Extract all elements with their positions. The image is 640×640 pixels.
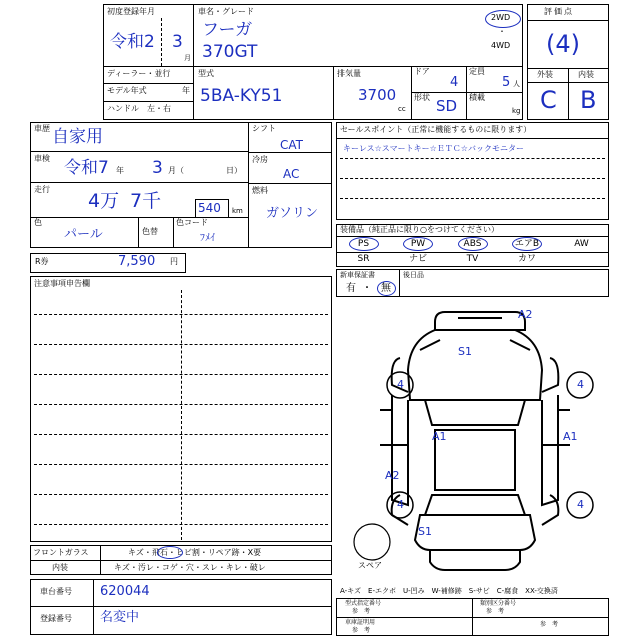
capacity-unit: 人: [513, 80, 520, 88]
mileage-label: 走行: [34, 185, 50, 194]
reg-era: 令和2: [110, 32, 155, 52]
reference-1: 参 考: [352, 608, 371, 615]
capacity-label: 定員: [469, 67, 485, 76]
equipment-circle: [458, 237, 488, 251]
usage-label: 車歴: [34, 124, 50, 133]
front-glass-items: キズ・飛石・ヒビ割・リペア跡・X要: [128, 548, 262, 557]
warranty-label: 新車保証書: [340, 271, 375, 279]
equipment-item: PW: [410, 239, 426, 249]
book-label: 後日品: [403, 271, 424, 279]
ac-value: AC: [283, 167, 300, 181]
equipment-label: 装備品（純正品に限り○をつけてください）: [340, 225, 499, 234]
equipment-item: TV: [466, 254, 479, 264]
damage-mark: 4: [397, 498, 404, 511]
interior-label: 内装: [578, 70, 594, 79]
flying-stone-circle: [157, 546, 183, 559]
reference-3: 参 考: [352, 627, 371, 634]
roof: [435, 430, 515, 490]
warranty-dot: ・: [362, 283, 372, 294]
recycle-yen: 円: [170, 257, 178, 266]
color-label: 色: [34, 218, 42, 227]
damage-mark: 4: [577, 498, 584, 511]
damage-mark: A1: [563, 430, 578, 443]
interior-grade: B: [580, 86, 597, 114]
displacement-label: 排気量: [337, 69, 361, 78]
cc-unit: cc: [398, 105, 406, 113]
fuel-label: 燃料: [252, 186, 268, 195]
spare-tire: [354, 524, 390, 560]
damage-mark: A2: [385, 469, 400, 482]
header-box: [103, 4, 523, 120]
equipment-item: カワ: [517, 254, 536, 264]
inspection-year-unit: 年: [116, 166, 124, 175]
dealer-label: ディーラー・並行: [107, 69, 171, 78]
chassis-value: 620044: [100, 584, 150, 599]
warranty-box: [336, 269, 609, 297]
right-side: [542, 395, 558, 505]
inspection-month-unit: 月（: [168, 166, 184, 175]
equipment-circle: [349, 237, 379, 251]
kg-unit: kg: [512, 107, 521, 115]
shape-label: 形状: [414, 93, 430, 102]
shape-value: SD: [436, 97, 458, 115]
recycle-box: [30, 253, 186, 273]
reg-month: 3: [172, 32, 183, 52]
inspection-month: 3: [152, 158, 163, 178]
equipment-item: エアB: [514, 239, 540, 249]
door-value: 4: [450, 75, 459, 90]
registration-label: 登録番号: [40, 614, 72, 623]
reference-4: 参 考: [540, 621, 559, 628]
registration-value: 名変中: [100, 610, 140, 625]
handle-label: ハンドル 左・右: [107, 104, 171, 113]
sales-point-text: キーレス☆スマートキー☆ＥＴＣ☆バックモニター: [343, 144, 524, 153]
interior-insp-label: 内装: [52, 563, 68, 572]
displacement-value: 3700: [358, 86, 397, 104]
km-unit: km: [232, 207, 243, 215]
ac-label: 冷房: [252, 155, 268, 164]
damage-mark: S1: [418, 525, 432, 538]
shift-value: CAT: [280, 138, 303, 152]
front-bumper: [435, 312, 525, 330]
mileage-rest: 540: [198, 201, 221, 215]
warranty-yes: 有: [346, 283, 356, 294]
car-name: フーガ: [202, 20, 253, 40]
windshield: [425, 400, 525, 425]
shift-label: シフト: [252, 124, 276, 133]
equipment-item: AW: [574, 239, 589, 249]
category-label: 類別区分番号: [480, 600, 517, 607]
warranty-no: 無: [381, 283, 391, 294]
capacity-value: 5: [502, 75, 511, 90]
model-year-label: モデル年式: [107, 86, 147, 95]
inspection-label: 車検: [34, 154, 50, 163]
exterior-grade: C: [540, 86, 557, 114]
recycle-label: R券: [35, 257, 49, 266]
interior-insp-items: キズ・汚レ・コゲ・穴・スレ・キレ・破レ: [114, 563, 266, 572]
rear-window: [425, 495, 525, 515]
equipment-item: PS: [357, 239, 370, 249]
door-label: ドア: [414, 67, 430, 76]
inspection-era: 令和7: [64, 158, 109, 178]
equipment-circle: [512, 237, 542, 251]
damage-mark: 4: [577, 378, 584, 391]
chassis-box: [30, 579, 332, 635]
reg-month-unit: 月: [184, 54, 191, 62]
load-label: 積載: [469, 93, 485, 102]
rating-label: 評価点: [544, 7, 574, 16]
reference-2: 参 考: [486, 608, 505, 615]
model-cert-label: 型式指定番号: [345, 600, 382, 607]
warranty-no-circle: [377, 281, 396, 296]
exterior-label: 外装: [537, 70, 553, 79]
rear-bumper: [430, 550, 520, 570]
front-glass-label: フロントガラス: [33, 548, 89, 557]
color-code-label: 色コード: [176, 218, 208, 227]
damage-legend: A-キズ E-エクボ U-凹み W-補修跡 S-サビ C-腐食 XX-交換済: [340, 587, 558, 595]
damage-mark: A2: [518, 308, 533, 321]
damage-mark: S1: [458, 345, 472, 358]
drive-4wd: 4WD: [491, 41, 511, 50]
damage-mark: 4: [397, 378, 404, 391]
chassis-label: 車台番号: [40, 587, 72, 596]
usage-value: 自家用: [52, 127, 103, 147]
equipment-item: ABS: [463, 239, 482, 249]
name-grade-label: 車名・グレード: [198, 7, 254, 16]
spare-label: スペア: [358, 561, 382, 570]
rating-value: (4): [546, 30, 580, 58]
model-year-unit: 年: [182, 86, 190, 95]
trunk: [415, 515, 535, 550]
color-code-value: ﾌﾒｲ: [200, 233, 215, 244]
color-value: パール: [64, 227, 103, 242]
car-grade: 370GT: [202, 42, 258, 62]
sales-point-label: セールスポイント（正常に機能するものに限ります）: [340, 125, 532, 134]
sales-point-box: [336, 122, 609, 220]
mileage-sen: 7千: [130, 190, 162, 212]
drive-dot: ・: [498, 27, 506, 36]
damage-mark: A1: [432, 430, 447, 443]
reg-year-label: 初度登録年月: [107, 7, 155, 16]
equipment-item: ナビ: [408, 254, 427, 264]
fuel-value: ガソリン: [266, 206, 319, 221]
recycle-amount: 7,590: [118, 254, 156, 269]
model-label: 型式: [198, 69, 214, 78]
drive-2wd: 2WD: [491, 13, 511, 22]
garage-cert-label: 車庫証明用: [345, 619, 376, 626]
equipment-item: SR: [357, 254, 370, 264]
left-side: [392, 395, 408, 505]
inspection-day-unit: 日）: [226, 166, 242, 175]
equipment-circle: [403, 237, 433, 251]
color-change-label: 色替: [142, 227, 158, 236]
mileage-man: 4万: [88, 190, 120, 212]
notes-label: 注意事項申告欄: [34, 279, 90, 288]
hood: [408, 330, 542, 400]
model-value: 5BA-KY51: [200, 86, 283, 106]
